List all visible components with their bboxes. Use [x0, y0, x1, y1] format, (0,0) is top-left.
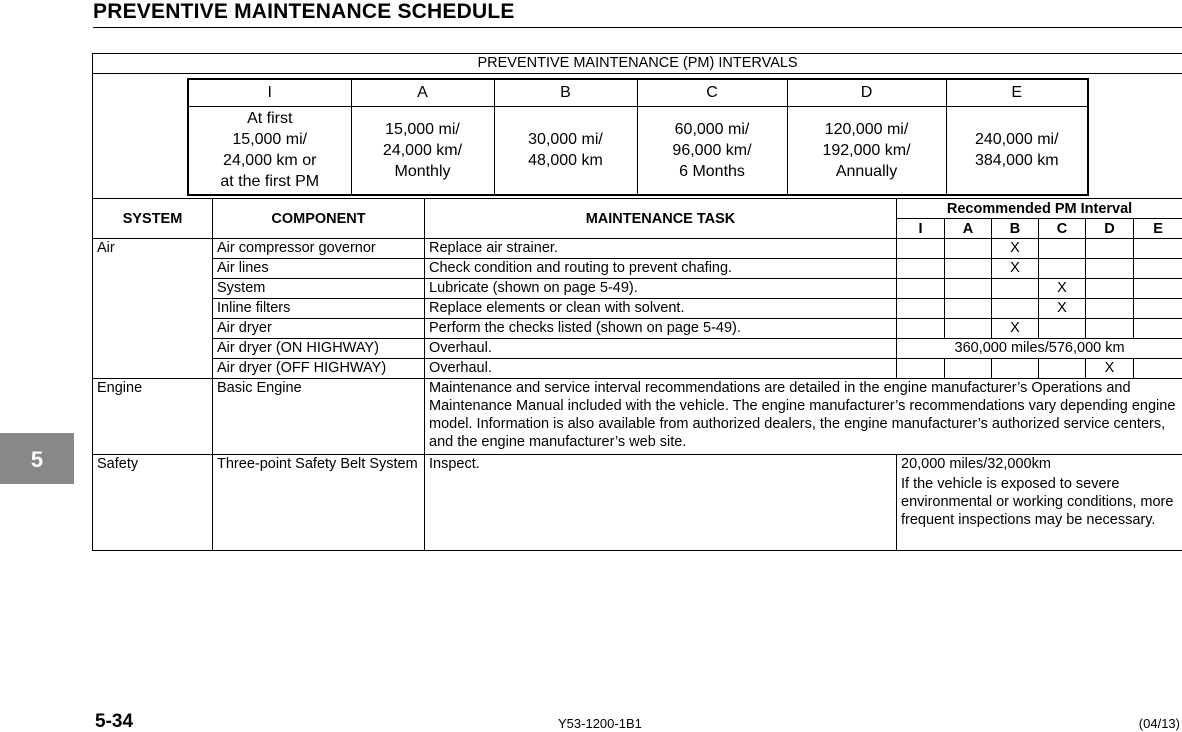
interval-desc: 60,000 mi/ 96,000 km/ 6 Months — [637, 106, 787, 195]
interval-letter: D — [787, 79, 946, 106]
interval-mark — [1086, 259, 1134, 279]
interval-mark — [897, 359, 945, 379]
interval-mark: X — [1039, 279, 1086, 299]
table-row — [93, 455, 1182, 551]
interval-mark — [897, 299, 945, 319]
interval-desc: 240,000 mi/ 384,000 km — [946, 106, 1088, 195]
system-cell: Air — [93, 239, 213, 379]
interval-mark: X — [992, 259, 1039, 279]
intervals-cell — [93, 74, 1182, 199]
interval-mark — [1039, 319, 1086, 339]
intervals-caption: PREVENTIVE MAINTENANCE (PM) INTERVALS — [93, 54, 1182, 74]
component-cell: Inline filters — [213, 299, 425, 319]
interval-mark — [945, 259, 992, 279]
component-cell: System — [213, 279, 425, 299]
interval-mark — [897, 279, 945, 299]
interval-mark — [1086, 299, 1134, 319]
doc-number: Y53-1200-1B1 — [558, 716, 642, 731]
header-interval: A — [945, 219, 992, 239]
system-cell: Safety — [93, 455, 213, 551]
system-cell: Engine — [93, 379, 213, 455]
page-number: 5-34 — [95, 711, 134, 732]
safety-interval: 20,000 miles/32,000km — [901, 456, 1051, 472]
component-cell: Air dryer (OFF HIGHWAY) — [213, 359, 425, 379]
interval-mark — [897, 239, 945, 259]
interval-mark — [1039, 359, 1086, 379]
interval-mark — [1134, 259, 1182, 279]
interval-mark — [1134, 299, 1182, 319]
interval-mark: X — [992, 239, 1039, 259]
interval-mark — [1039, 259, 1086, 279]
component-cell: Air dryer (ON HIGHWAY) — [213, 339, 425, 359]
table-row — [93, 359, 1182, 379]
header-task: MAINTENANCE TASK — [425, 199, 897, 239]
table-row — [93, 379, 1182, 455]
interval-mark — [1134, 279, 1182, 299]
table-row — [93, 339, 1182, 359]
interval-mark — [945, 299, 992, 319]
interval-desc: 120,000 mi/ 192,000 km/ Annually — [787, 106, 946, 195]
interval-mark — [1134, 319, 1182, 339]
header-interval: E — [1134, 219, 1182, 239]
task-cell: Lubricate (shown on page 5-49). — [425, 279, 897, 299]
interval-mark — [945, 319, 992, 339]
interval-mark — [945, 359, 992, 379]
interval-mark — [945, 239, 992, 259]
revision-date: (04/13) — [1138, 716, 1180, 731]
task-cell: Check condition and routing to prevent chafing. — [425, 259, 897, 279]
title-rule — [93, 27, 1182, 28]
interval-mark — [1134, 239, 1182, 259]
interval-letter: I — [188, 79, 351, 106]
header-interval: C — [1039, 219, 1086, 239]
header-component: COMPONENT — [213, 199, 425, 239]
component-cell: Basic Engine — [213, 379, 425, 455]
interval-mark: X — [992, 319, 1039, 339]
interval-letter: C — [637, 79, 787, 106]
task-cell: Replace elements or clean with solvent. — [425, 299, 897, 319]
interval-desc: 30,000 mi/ 48,000 km — [494, 106, 637, 195]
interval-letter: E — [946, 79, 1088, 106]
table-row — [93, 259, 1182, 279]
component-cell: Air compressor governor — [213, 239, 425, 259]
interval-mark — [1134, 359, 1182, 379]
interval-mark — [992, 299, 1039, 319]
interval-desc: 15,000 mi/ 24,000 km/ Monthly — [351, 106, 494, 195]
chapter-tab: 5 — [0, 433, 74, 484]
interval-mark — [1086, 319, 1134, 339]
interval-mark — [897, 259, 945, 279]
table-row — [93, 319, 1182, 339]
interval-mark: X — [1086, 359, 1134, 379]
component-cell: Three-point Safety Belt System — [213, 455, 425, 551]
table-row — [93, 279, 1182, 299]
interval-letter: B — [494, 79, 637, 106]
header-interval: I — [897, 219, 945, 239]
safety-interval-cell — [897, 455, 1182, 551]
header-interval: B — [992, 219, 1039, 239]
intervals-table — [187, 78, 1089, 196]
maintenance-schedule-table — [92, 53, 1182, 551]
header-interval: D — [1086, 219, 1134, 239]
interval-mark: X — [1039, 299, 1086, 319]
interval-desc: At first 15,000 mi/ 24,000 km or at the first PM — [188, 106, 351, 195]
interval-letter: A — [351, 79, 494, 106]
task-cell: Overhaul. — [425, 339, 897, 359]
interval-mark — [992, 279, 1039, 299]
interval-mark — [1086, 279, 1134, 299]
task-cell: Perform the checks listed (shown on page 5-49). — [425, 319, 897, 339]
task-cell: Overhaul. — [425, 359, 897, 379]
header-recommended: Recommended PM Interval — [897, 199, 1182, 219]
interval-mark — [1039, 239, 1086, 259]
component-cell: Air lines — [213, 259, 425, 279]
task-cell: Maintenance and service interval recommendations are detailed in the engine manufacturer’s Operations and Maintenance Manual included with the vehicle. The engine manufacturer’s recommendations vary depending engine model. Information is also available from authorized dealers, the engine manufacturer’s authorized service centers, and the engine manufacturer’s web site. — [425, 379, 1182, 455]
safety-note: If the vehicle is exposed to severe environmental or working conditions, more frequent inspections may be necessary. — [901, 476, 1174, 528]
interval-mark — [1086, 239, 1134, 259]
interval-mark — [945, 279, 992, 299]
interval-span: 360,000 miles/576,000 km — [897, 339, 1182, 359]
page-title: PREVENTIVE MAINTENANCE SCHEDULE — [93, 0, 515, 23]
task-cell: Replace air strainer. — [425, 239, 897, 259]
task-cell: Inspect. — [425, 455, 897, 551]
table-row — [93, 299, 1182, 319]
table-row — [93, 239, 1182, 259]
interval-mark — [992, 359, 1039, 379]
component-cell: Air dryer — [213, 319, 425, 339]
header-system: SYSTEM — [93, 199, 213, 239]
interval-mark — [897, 319, 945, 339]
